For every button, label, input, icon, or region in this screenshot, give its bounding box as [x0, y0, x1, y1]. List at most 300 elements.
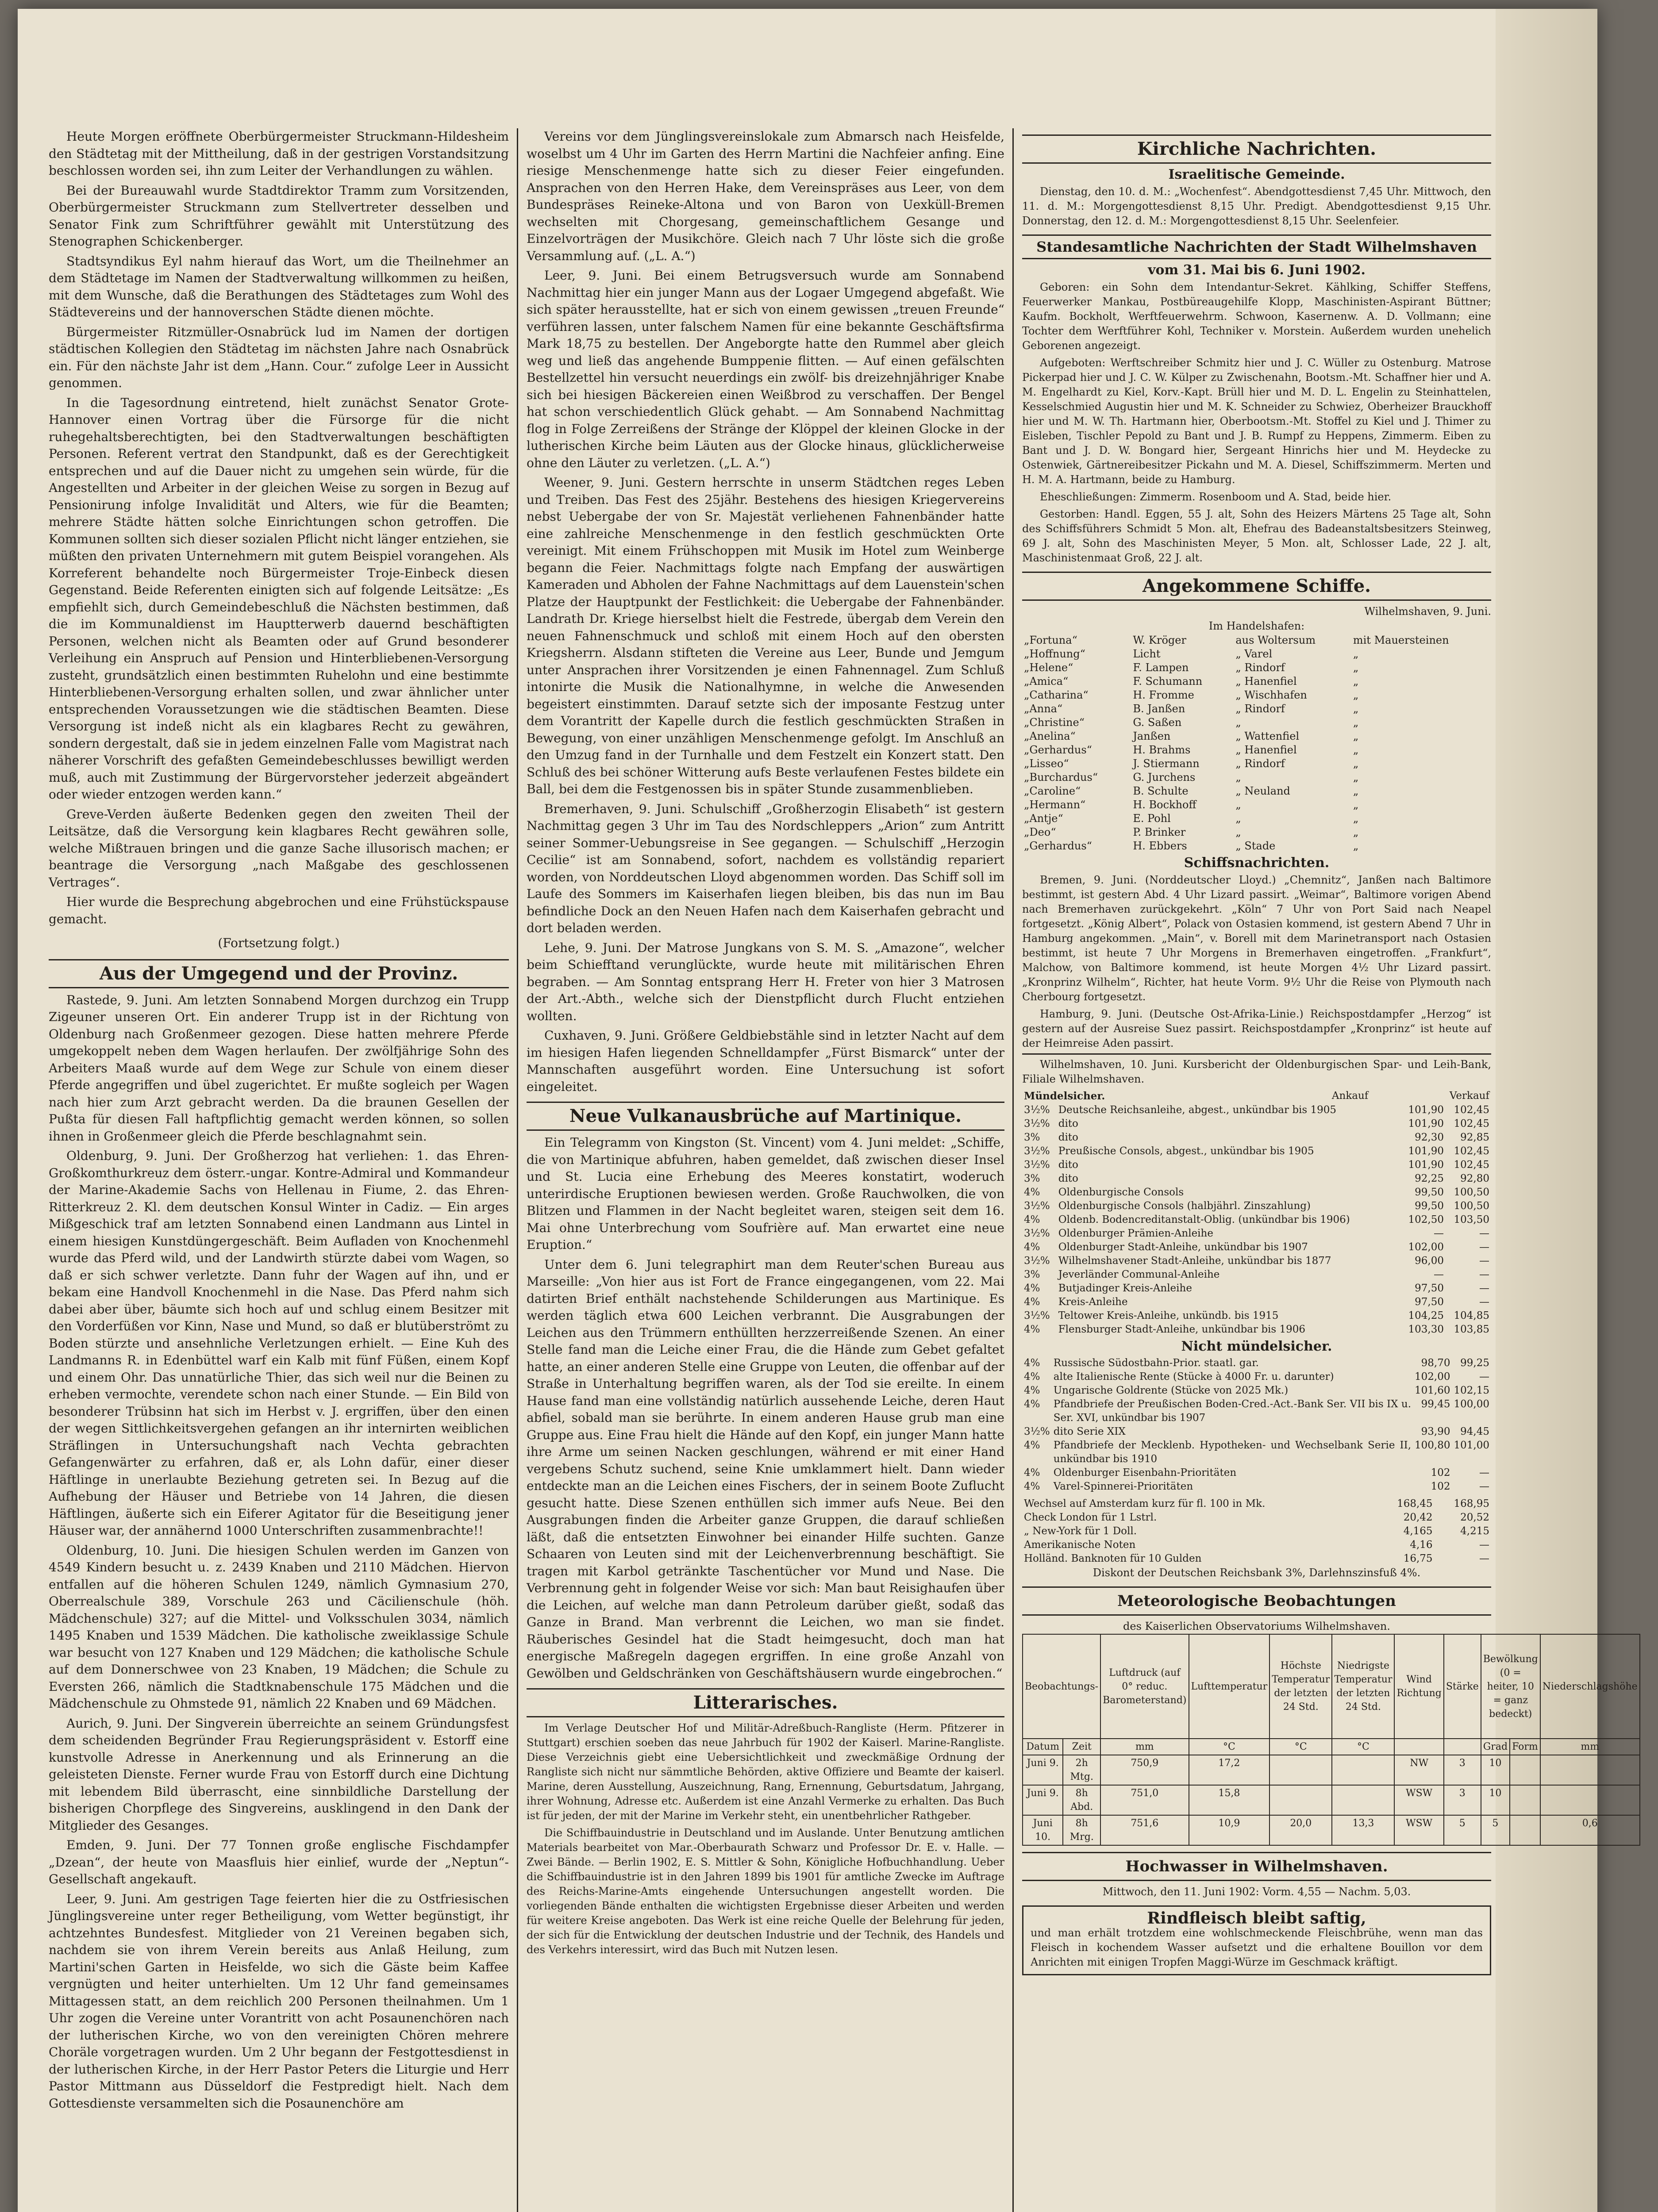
bond-rate: 3½%: [1024, 1118, 1050, 1129]
bond-buy: —: [1434, 1269, 1444, 1280]
page-edge: [1496, 9, 1597, 2212]
ship-name: „Hoffnung“: [1024, 648, 1085, 660]
weather-unit: mm: [1540, 1739, 1640, 1755]
bond-row: [1022, 1309, 1491, 1323]
weather-cell: 751,6: [1100, 1815, 1189, 1845]
bond-buy: 101,90: [1408, 1145, 1444, 1157]
bond-sell: 102,45: [1454, 1145, 1489, 1157]
weather-unit: [1394, 1739, 1443, 1755]
ship-name: „Burchardus“: [1024, 771, 1098, 783]
ship-captain: G. Saßen: [1133, 716, 1182, 729]
bond-row: [1022, 1131, 1491, 1144]
bank-table-2: [1022, 1356, 1491, 1494]
paragraph: Hamburg, 9. Juni. (Deutsche Ost-Afrika-Linie.) Reichspostdampfer „Herzog“ ist gestern auf der Ausreise Suez passirt. Reichspostdampfer „Kronprinz“ ist heute auf der Heimreise Aden passirt.: [1022, 1008, 1491, 1049]
weather-cell: [1269, 1755, 1332, 1785]
subheading: Schiffsnachrichten.: [1184, 855, 1330, 871]
bond-rate: 3½%: [1024, 1104, 1050, 1116]
exchange-name: Wechsel auf Amsterdam kurz für fl. 100 in Mk.: [1024, 1498, 1266, 1509]
bond-buy: 98,70: [1421, 1357, 1450, 1369]
ship-cargo: „: [1353, 757, 1359, 770]
bond-buy: 99,45: [1421, 1398, 1450, 1410]
weather-cell: 10: [1481, 1785, 1510, 1815]
paragraph: Wilhelmshaven, 10. Juni. Kursbericht der Oldenburgischen Spar- und Leih-Bank, Filiale Wilhelmshaven.: [1022, 1053, 1491, 1087]
ship-row: [1022, 688, 1491, 702]
ship-captain: P. Brinker: [1133, 826, 1186, 838]
ship-row: [1022, 634, 1491, 647]
paragraph: Bremerhaven, 9. Juni. Schulschiff „Großherzogin Elisabeth“ ist gestern Nachmittag gegen 3 Uhr im Tau des Nordschleppers „Arion“ zum Antritt seiner Sommer-Uebungsreise in See gegangen. — Schulschiff „Herzogin Cecilie“ ist am Sonnabend, sofort, nachdem es vollständig repariert worden, von Norddeutschen Lloyd abgenommen worden. Das Schiff soll im Laufe des Sommers im Kaiserhafen liegen bleiben, bis das nun im Bau befindliche Dock an den Neuen Hafen nach dem Kaiserhafen gebracht und dort beladen werden.: [527, 801, 1004, 935]
paragraph: Eheschließungen: Zimmerm. Rosenboom und A. Stad, beide hier.: [1040, 491, 1392, 503]
bond-sell: 102,45: [1454, 1159, 1489, 1171]
bond-rate: 4%: [1024, 1357, 1040, 1369]
subheading: vom 31. Mai bis 6. Juni 1902.: [1148, 262, 1366, 278]
bond-row: [1022, 1282, 1491, 1295]
bond-row: [1022, 1158, 1491, 1172]
paragraph: Oldenburg, 9. Juni. Der Großherzog hat verliehen: 1. das Ehren-Großkomthurkreuz dem österr.-ungar. Kontre-Admiral und Kommandeur der Marine-Akademie Sachs von Hellenau in Fiume, 2. das Ehren-Ritterkreuz 2. Kl. dem deutschen Konsul Winter in Cadiz. — Ein arges Mißgeschick traf am letzten Sonnabend einen Landmann aus Lintel in einem hiesigen Kunstdüngergeschäft. Beim Aufladen von Knochenmehl wurde das Pferd wild, und der Landwirth stürzte dabei vom Wagen, so daß er sich schwer verletzte. Dann fuhr der Wagen auf ihn, und er bekam eine Handvoll Knochenmehl in die Nase. Das Pferd nahm sich dabei aber über, bäumte sich hoch auf und schlug einem Besitzer mit den Vorderfüßen vor Kinn, Nase und Mund, so daß er blutüberströmt zu Boden stürzte und ansehnliche Verletzungen erhielt. — Eine Kuh des Landmanns R. in Edenbüttel warf ein Kalb mit fünf Füßen, einem Kopf und einem Ohr. Das unnatürliche Thier, das sich weil nur die Beinen zu erheben vermochte, verendete schon nach einer Stunde. — Ein Bild von besonderer Trübsinn hat sich im Herbst v. J. ergriffen, über den einen der wegen Sittlichkeitsvergehen gefangen an ihr internirten weiblichen Sträflingen in Untersuchungshaft nach Vechta gebrachten Gefangenwärter zu erfahren, daß er, als Lohn dafür, einer dieser Häftlinge in unerlaubte Beziehung getreten sei. In Bezug auf die Aufhebung der Häuser und Betriebe von 14 Jahren, die diesen Häftlingen, äußerte sich ein Eiferer Agitator für die Beseitigung jener Häuser war, der annähernd 1000 Unterschriften zusammenbrachte!!: [49, 1148, 509, 1538]
weather-unit: °C: [1189, 1739, 1270, 1755]
bond-sell: 101,00: [1454, 1440, 1489, 1451]
ship-origin: „ Rindorf: [1235, 661, 1285, 674]
bond-buy: 104,25: [1408, 1310, 1444, 1321]
ship-origin: „ Hanenfiel: [1235, 744, 1297, 756]
weather-cell: [1510, 1785, 1540, 1815]
ship-origin: „: [1235, 799, 1241, 811]
bond-name: Wilhelmshavener Stadt-Anleihe, unkündbar bis 1877: [1058, 1255, 1331, 1267]
ship-cargo: „: [1353, 840, 1359, 852]
exchange-row: [1022, 1538, 1491, 1552]
subheading: des Kaiserlichen Observatoriums Wilhelmshaven.: [1123, 1620, 1390, 1632]
ship-row: [1022, 702, 1491, 716]
bond-sell: 92,85: [1460, 1132, 1489, 1143]
bond-name: Varel-Spinnerei-Prioritäten: [1053, 1481, 1193, 1492]
weather-column-header: Lufttemperatur: [1189, 1634, 1270, 1739]
bond-sell: 92,80: [1460, 1173, 1489, 1184]
section-heading: Neue Vulkanausbrüche auf Martinique.: [527, 1102, 1004, 1131]
weather-cell: 8h Abd.: [1063, 1785, 1100, 1815]
bond-name: Pfandbriefe der Mecklenb. Hypotheken- und Wechselbank Serie II, unkündbar bis 1910: [1053, 1440, 1412, 1465]
bond-rate: 3%: [1024, 1269, 1040, 1280]
bond-sell: 100,50: [1454, 1200, 1489, 1212]
bond-name: Oldenburger Stadt-Anleihe, unkündbar bis 1907: [1058, 1241, 1308, 1253]
section-heading: Hochwasser in Wilhelmshaven.: [1022, 1852, 1491, 1881]
ship-captain: F. Lampen: [1133, 661, 1189, 674]
exchange-row: [1022, 1525, 1491, 1538]
bond-name: Kreis-Anleihe: [1058, 1296, 1128, 1308]
bond-rate: 3½%: [1024, 1200, 1050, 1212]
ship-origin: „ Rindorf: [1235, 757, 1285, 770]
bond-row: [1022, 1295, 1491, 1309]
ship-name: „Catharina“: [1024, 689, 1089, 701]
weather-cell: 5: [1444, 1815, 1481, 1845]
exchange-buy: 4,16: [1410, 1539, 1433, 1551]
bond-sell: 100,00: [1454, 1398, 1489, 1410]
weather-cell: 751,0: [1100, 1785, 1189, 1815]
ship-name: „Deo“: [1024, 826, 1056, 838]
ship-name: „Helene“: [1024, 661, 1073, 674]
bond-sell: 102,45: [1454, 1104, 1489, 1116]
weather-cell: Juni 9.: [1023, 1785, 1063, 1815]
ship-name: „Antje“: [1024, 812, 1063, 825]
weather-cell: 10: [1481, 1755, 1510, 1785]
bond-name: Oldenburger Prämien-Anleihe: [1058, 1228, 1213, 1239]
dateline: Wilhelmshaven, 9. Juni.: [1364, 605, 1491, 618]
ship-captain: H. Ebbers: [1133, 840, 1187, 852]
ship-cargo: „: [1353, 826, 1359, 838]
ship-row: [1022, 730, 1491, 743]
bond-buy: 101,90: [1408, 1104, 1444, 1116]
ship-row: [1022, 757, 1491, 771]
bond-sell: —: [1479, 1228, 1489, 1239]
bond-row: [1022, 1254, 1491, 1268]
bond-rate: 3%: [1024, 1132, 1040, 1143]
continuation-note: (Fortsetzung folgt.): [218, 936, 340, 950]
bond-rate: 4%: [1024, 1296, 1040, 1308]
ship-captain: J. Stiermann: [1133, 757, 1200, 770]
bond-buy: 101,90: [1408, 1118, 1444, 1129]
paragraph: Aurich, 9. Juni. Der Singverein überreichte an seinem Gründungsfest dem scheidenden Begründer Frau Regierungspräsident v. Estorff eine kunstvolle Adresse in Anerkennung und als Erinnerung an die geleisteten Dienste. Ferner wurde Frau von Estorff durch eine Dichtung mit lebendem Bild überrascht, eine sinnbildliche Darstellung der bisherigen Chorpflege des Singvereins, ausklingend in den Dank der Mitglieder des Gesanges.: [49, 1716, 509, 1833]
ship-cargo: „: [1353, 785, 1359, 797]
weather-unit: [1444, 1739, 1481, 1755]
bond-row: [1022, 1186, 1491, 1199]
weather-unit: Datum: [1023, 1739, 1063, 1755]
exchange-sell: —: [1479, 1539, 1489, 1551]
weather-column-header: Niedrigste Temperatur der letzten 24 Std.: [1332, 1634, 1394, 1739]
exchange-sell: 4,215: [1460, 1525, 1489, 1537]
bond-rate: 3½%: [1024, 1159, 1050, 1171]
section-heading: Standesamtliche Nachrichten der Stadt Wilhelmshaven: [1022, 234, 1491, 259]
paragraph: Im Verlage Deutscher Hof und Militär-Adreßbuch-Rangliste (Herm. Pfitzerer in Stuttgart) erschien soeben das neue Jahrbuch für 1902 der Kaiserl. Marine-Rangliste. Diese Verzeichnis giebt eine Uebersichtlichkeit und zweckmäßige Ordnung der Rangliste sich nicht nur sämmtliche Behörden, aktive Offiziere und Beamte der kaiserl. Marine, deren Ausstellung, Auszeichnung, Rang, Ernennung, Geburtsdatum, Jahrgang, ihrer Wohnung, Adresse etc. Außerdem ist eine Anzahl Vermerke zu erhalten. Das Buch ist für jeden, der mit der Marine im Verkehr steht, ein unentbehrlicher Rathgeber.: [527, 1722, 1004, 1822]
weather-cell: 750,9: [1100, 1755, 1189, 1785]
ship-captain: Janßen: [1133, 730, 1171, 742]
column-2: [527, 128, 1004, 2212]
bond-row: [1022, 1356, 1491, 1370]
weather-row: [1023, 1815, 1640, 1845]
bond-row: [1022, 1480, 1491, 1494]
bond-buy: 101,90: [1408, 1159, 1444, 1171]
ship-name: „Gerhardus“: [1024, 840, 1092, 852]
column-3: [1022, 128, 1638, 2212]
bond-rate: 4%: [1024, 1481, 1040, 1492]
paragraph: Die Schiffbauindustrie in Deutschland und im Auslande. Unter Benutzung amtlichen Materials bearbeitet von Mar.-Oberbaurath Schwarz und Professor Dr. E. v. Halle. — Zwei Bände. — Berlin 1902, E. S. Mittler & Sohn, Königliche Hofbuchhandlung. Ueber die Schiffbauindustrie ist in den Jahren 1899 bis 1901 für amtliche Zwecke im Auftrage des Reichs-Marine-Amts eingehende Untersuchungen angestellt worden. Die vorliegenden Bände enthalten die wichtigsten Ergebnisse dieser Arbeiten und werden für weitere Kreise angeboten. Das Werk ist eine reiche Quelle der Belehrung für jeden, der sich für die Entwicklung der deutschen Industrie und der Technik, des Handels und des Verkehrs interessirt, wird das Buch mit Nutzen lesen.: [527, 1827, 1004, 1956]
bond-sell: 103,85: [1454, 1324, 1489, 1335]
weather-unit: Grad: [1481, 1739, 1510, 1755]
exchange-name: Check London für 1 Lstrl.: [1024, 1512, 1157, 1523]
column-header: Ankauf: [1331, 1090, 1369, 1102]
bond-rate: 4%: [1024, 1385, 1040, 1396]
paragraph: Aufgeboten: Werftschreiber Schmitz hier und J. C. Wüller zu Ostenburg. Matrose Pickerpad hier und J. C. W. Külper zu Zwischenahn, Bootsm.-Mt. Schaffner hier und A. M. Engelhardt zu Kiel, Korv.-Kapt. Brüll hier und M. D. L. Engelin zu Steinhattelen, Kesselschmied Augustin hier und M. K. Schneider zu Schwiez, Oberheizer Brauckhoff hier und M. W. Th. Hartmann hier, Oberbootsm.-Mt. Stoffel zu Kiel und J. Thimer zu Eisleben, Tischler Pepold zu Bant und J. B. Rumpf zu Heppens, Zimmerm. Eiben zu Bant und J. D. W. Bongard hier, Sergeant Hinrichs hier und M. Heydecke zu Ostenwiek, Gärtnereibesitzer Pickahn und M. A. Diesel, Schiffszimmerm. Merten und H. M. A. Hartmann, beide zu Hamburg.: [1022, 357, 1491, 486]
ship-cargo: „: [1353, 716, 1359, 729]
weather-cell: 0,6: [1540, 1815, 1640, 1845]
ship-row: [1022, 771, 1491, 784]
exchange-buy: 4,165: [1403, 1525, 1433, 1537]
weather-column-header: Bewölkung (0 = heiter, 10 = ganz bedeckt): [1481, 1634, 1540, 1739]
bond-buy: 102,50: [1408, 1214, 1444, 1225]
weather-cell: 8h Mrg.: [1063, 1815, 1100, 1845]
bond-buy: 92,25: [1415, 1173, 1444, 1184]
ship-cargo: „: [1353, 771, 1359, 783]
bond-name: dito: [1058, 1159, 1078, 1171]
paragraph: Leer, 9. Juni. Bei einem Betrugsversuch wurde am Sonnabend Nachmittag hier ein junger Mann aus der Logaer Umgegend abgefaßt. Wie sich später herausstellte, hat er sich von einem gewissen „treuen Freunde“ verführen lassen, unter falschem Namen für eine bekannte Geschäftsfirma Mark 18,75 zu bestellen. Der Angeborgte hatte den Rummel aber gleich weg und ließ das angehende Bumppenie flitten. — Auf einen gefälschten Bestellzettel hin versucht neuerdings ein zwölf- bis dreizehnjähriger Knabe sich bei hiesigen Bäckereien einen Weißbrod zu verschaffen. Der Bengel hat schon verschiedentlich Glück gehabt. — Am Sonnabend Nachmittag flog in Folge Zerreißens der Stränge der Klöppel der kleinen Glocke in der lutherischen Kirche beim Läuten aus der Glocke hinaus, glücklicherweise ohne den Läuter zu verletzen. („L. A.“): [527, 268, 1004, 470]
bond-name: Preußische Consols, abgest., unkündbar bis 1905: [1058, 1145, 1314, 1157]
bond-name: Pfandbriefe der Preußischen Boden-Cred.-Act.-Bank Ser. VII bis IX u. Ser. XVI, unkündbar bis 1907: [1053, 1398, 1412, 1424]
bond-name: dito Serie XIX: [1053, 1426, 1126, 1437]
bond-row: [1022, 1425, 1491, 1439]
weather-column-header: Stärke: [1444, 1634, 1481, 1739]
ship-origin: „ Neuland: [1235, 785, 1290, 797]
discount-note: Diskont der Deutschen Reichsbank 3%, Darlehnszinsfuß 4%.: [1093, 1567, 1421, 1579]
ship-name: „Hermann“: [1024, 799, 1086, 811]
weather-unit: mm: [1100, 1739, 1189, 1755]
tide-times: Mittwoch, den 11. Juni 1902: Vorm. 4,55 — Nachm. 5,03.: [1102, 1886, 1411, 1898]
exchange-sell: 20,52: [1460, 1512, 1489, 1523]
paragraph: Rastede, 9. Juni. Am letzten Sonnabend Morgen durchzog ein Trupp Zigeuner unseren Ort. Ein anderer Trupp ist in der Richtung von Oldenburg nach Großenmeer gezogen. Diese hatten mehrere Pferde umgekoppelt neben dem Wagen herlaufen. Der zwölfjährige Sohn des Arbeiters Maaß wurde auf dem Wege zur Schule von einem dieser Pferde angegriffen und übel zugerichtet. Er mußte sogleich per Wagen nach hier zum Arzt gebracht werden. Da die braunen Gesellen der Pußta für diesen Fall haftpflichtig gemacht werden können, so sollen ihnen in Großenmeer gleich die Pferde beschlagnahmt sein.: [49, 992, 509, 1144]
ship-captain: H. Bockhoff: [1133, 799, 1196, 811]
ship-row: [1022, 743, 1491, 757]
bond-row: [1022, 1370, 1491, 1384]
bond-buy: 93,90: [1421, 1426, 1450, 1437]
weather-cell: [1510, 1815, 1540, 1845]
ship-captain: H. Brahms: [1133, 744, 1191, 756]
paragraph: Hier wurde die Besprechung abgebrochen und eine Frühstückspause gemacht.: [49, 895, 509, 926]
weather-cell: 3: [1444, 1755, 1481, 1785]
ship-name: „Anna“: [1024, 703, 1063, 715]
bond-rate: 3½%: [1024, 1145, 1050, 1157]
ship-row: [1022, 826, 1491, 839]
bond-row: [1022, 1213, 1491, 1227]
bond-rate: 3½%: [1024, 1255, 1050, 1267]
ships-table: [1022, 634, 1491, 853]
bond-sell: —: [1479, 1283, 1489, 1294]
weather-cell: [1540, 1785, 1640, 1815]
weather-cell: 17,2: [1189, 1755, 1270, 1785]
bond-row: [1022, 1172, 1491, 1186]
exchange-row: [1022, 1511, 1491, 1525]
paragraph: Ein Telegramm von Kingston (St. Vincent) vom 4. Juni meldet: „Schiffe, die von Martinique abfuhren, haben gemeldet, daß zwischen dieser Insel und St. Lucia eine Erhebung des Meeres konstatirt, woderuch unterirdische Eruptionen bewiesen werden. Große Rauchwolken, die von Blitzen und Flammen in der Nacht begleitet waren, steigen seit dem 16. Mai ohne Unterbrechung vom Soufrière auf. Man erwartet eine neue Eruption.“: [527, 1135, 1004, 1252]
bond-row: [1022, 1227, 1491, 1240]
subheading: Im Handelshafen:: [1208, 620, 1305, 632]
paragraph: Vereins vor dem Jünglingsvereinslokale zum Abmarsch nach Heisfelde, woselbst um 4 Uhr im Garten des Herrn Martini die Nachfeier anfing. Eine riesige Menschenmenge hatte sich zu dieser Feier eingefunden. Ansprachen von den Herren Hake, dem Vereinspräses aus Leer, von dem Bundespräses Reineke-Altona und von Baron von Uexküll-Bremen wechselten mit Chorgesang, gemeinschaftlichem Gesange und Einzelvorträgen der Musikchöre. Gleich nach 7 Uhr löste sich die große Versammlung auf. („L. A.“): [527, 129, 1004, 263]
weather-cell: 10,9: [1189, 1815, 1270, 1845]
paragraph: Lehe, 9. Juni. Der Matrose Jungkans von S. M. S. „Amazone“, welcher beim Schiefftand verunglückte, wurde heute mit militärischen Ehren begraben. — Am Sonntag entsprang Herr H. Freter von hier 3 Matrosen der Art.-Abth., welche sich der Dienstpflicht durch Flucht entziehen wollten.: [527, 940, 1004, 1023]
weather-cell: WSW: [1394, 1785, 1443, 1815]
ship-cargo: „: [1353, 730, 1359, 742]
weather-unit: Form: [1510, 1739, 1540, 1755]
ship-row: [1022, 661, 1491, 675]
bond-buy: 96,00: [1415, 1255, 1444, 1267]
bond-rate: 3½%: [1024, 1426, 1050, 1437]
ship-captain: F. Schumann: [1133, 675, 1203, 687]
bond-buy: 100,80: [1415, 1440, 1450, 1451]
weather-cell: WSW: [1394, 1815, 1443, 1845]
bond-sell: 102,15: [1454, 1385, 1489, 1396]
bond-sell: 104,85: [1454, 1310, 1489, 1321]
bond-row: [1022, 1144, 1491, 1158]
paragraph: Greve-Verden äußerte Bedenken gegen den zweiten Theil der Leitsätze, daß die Versorgung kein klagbares Recht gewähren solle, welche Mißtrauen bringen und die ganze Sache illusorisch machen; er beantrage die Versorgung „nach Maßgabe des geschlossenen Vertrages“.: [49, 806, 509, 890]
ship-captain: E. Pohl: [1133, 812, 1171, 825]
bond-row: [1022, 1199, 1491, 1213]
column-header: Verkauf: [1449, 1090, 1489, 1102]
bond-sell: 100,50: [1454, 1187, 1489, 1198]
bond-sell: —: [1479, 1255, 1489, 1267]
bond-buy: 99,50: [1415, 1187, 1444, 1198]
section-heading: Kirchliche Nachrichten.: [1022, 134, 1491, 164]
bond-name: Teltower Kreis-Anleihe, unkündb. bis 1915: [1058, 1310, 1279, 1321]
bond-sell: 99,25: [1460, 1357, 1489, 1369]
bond-buy: 97,50: [1415, 1283, 1444, 1294]
bond-buy: 99,50: [1415, 1200, 1444, 1212]
paragraph: Bremen, 9. Juni. (Norddeutscher Lloyd.) „Chemnitz“, Janßen nach Baltimore bestimmt, ist gestern Abd. 4 Uhr Lizard passirt. „Weimar“, Baltimore vorigen Abend nach Bremerhaven zurückgekehrt. „Köln“ 7 Uhr von Port Said nach Neapel fortgesetzt. „König Albert“, Polack von Ostasien kommend, ist gestern Abend 7 Uhr in Hamburg angekommen. „Main“, v. Borell mit dem Marinetransport nach Ostasien bestimmt, ist heute 7 Uhr Morgens in Bremerhaven eingetroffen. „Frankfurt“, Malchow, von Baltimore kommend, ist heute Morgen 4½ Uhr Lizard passirt. „Kronprinz Wilhelm“, Richter, hat heute Vorm. 9½ Uhr die Reise von Plymouth nach Cherbourg fortgesetzt.: [1022, 874, 1491, 1003]
exchange-name: Holländ. Banknoten für 10 Gulden: [1024, 1553, 1202, 1564]
bond-buy: 102,00: [1408, 1241, 1444, 1253]
bond-rate: 4%: [1024, 1241, 1040, 1253]
bond-rate: 4%: [1024, 1371, 1040, 1382]
weather-column-header: Höchste Temperatur der letzten 24 Std.: [1269, 1634, 1332, 1739]
bond-name: Flensburger Stadt-Anleihe, unkündbar bis 1906: [1058, 1324, 1306, 1335]
ship-captain: Licht: [1133, 648, 1161, 660]
paragraph: Bürgermeister Ritzmüller-Osnabrück lud im Namen der dortigen städtischen Kollegien den Städtetag im nächsten Jahre nach Osnabrück ein. Für den nächste Jahr ist dem „Hann. Cour.“ zufolge Leer in Aussicht genommen.: [49, 324, 509, 390]
weather-cell: [1332, 1755, 1394, 1785]
exchange-row: [1022, 1552, 1491, 1566]
paragraph: Cuxhaven, 9. Juni. Größere Geldbiebstähle sind in letzter Nacht auf dem im hiesigen Hafen liegenden Schnelldampfer „Fürst Bismarck“ unter der Mannschaften ausgeführt worden. Eine Untersuchung ist sofort eingeleitet.: [527, 1028, 1004, 1094]
ship-origin: „: [1235, 812, 1241, 825]
weather-column-header: Niederschlagshöhe: [1540, 1634, 1640, 1739]
bond-buy: 97,50: [1415, 1296, 1444, 1308]
paragraph: Gestorben: Handl. Eggen, 55 J. alt, Sohn des Heizers Märtens 25 Tage alt, Sohn des Schiffsführers Schmidt 5 Mon. alt, Ehefrau des Badeanstaltsbesitzers Steinweg, 69 J. alt, Sohn des Maschinisten Meyer, 5 Mon. alt, Schlosser Lade, 22 J. alt, Maschinistenmaat Groß, 22 J. alt.: [1022, 508, 1491, 564]
ship-cargo: „: [1353, 661, 1359, 674]
ship-cargo: „: [1353, 703, 1359, 715]
bank-header: [1022, 1089, 1491, 1103]
bond-rate: 4%: [1024, 1187, 1040, 1198]
ship-cargo: „: [1353, 675, 1359, 687]
ship-name: „Lisseo“: [1024, 757, 1069, 770]
ship-origin: aus Woltersum: [1235, 634, 1316, 646]
bond-buy: 102: [1431, 1467, 1450, 1479]
weather-column-header: Luftdruck (auf 0° reduc. Barometerstand): [1100, 1634, 1189, 1739]
bond-name: Oldenburger Eisenbahn-Prioritäten: [1053, 1467, 1237, 1479]
ship-captain: W. Kröger: [1133, 634, 1186, 646]
bond-sell: —: [1479, 1371, 1489, 1382]
paragraph: Weener, 9. Juni. Gestern herrschte in unserm Städtchen reges Leben und Treiben. Das Fest des 25jähr. Bestehens des hiesigen Kriegervereins nebst Uebergabe der von Sr. Majestät verliehenen Fahnenbänder hatte eine zahlreiche Menschenmenge in den festlich geschmückten Orte vereinigt. Mit einem Frühschoppen mit Musik im Hotel zum Weinberge begann die Feier. Nachmittags folgte nach Empfang der auswärtigen Kameraden und Abholen der Fahne Nachmittags auf dem Lauenstein'schen Platze der Hauptpunkt der Festlichkeit: die Uebergabe der Fahnenbänder. Landrath Dr. Kriege hierselbst hielt die Festrede, übergab dem Verein den neuen Fahnenschmuck und schloß mit einem Hoch auf den obersten Kriegsherrn. Alsdann stifteten die Vereine aus Leer, Bunde und Jemgum unter Ansprachen ihrer Vorsitzenden je einen Fahnennagel. Zum Schluß intonirte die Musik die Nationalhymne, in welche die Anwesenden begeistert einstimmten. Darauf setzte sich der imposante Festzug unter dem Vorantritt der Kapelle durch die festlich geschmückten Straßen in Bewegung, von einer unzähligen Menschenmenge gefolgt. Im Anschluß an den Umzug fand in der Turnhalle und dem Festzelt ein Konzert statt. Den Schluß des bei schöner Witterung aufs Beste verlaufenen Festes bildete ein Ball, bei dem die Festgenossen bis in später Stunde zusammenblieben.: [527, 475, 1004, 796]
ship-cargo: „: [1353, 648, 1359, 660]
exchange-buy: 16,75: [1403, 1553, 1433, 1564]
exchange-buy: 168,45: [1397, 1498, 1433, 1509]
bond-rate: 4%: [1024, 1283, 1040, 1294]
weather-column-header: Beobachtungs-: [1023, 1634, 1100, 1739]
section-heading: Angekommene Schiffe.: [1022, 572, 1491, 601]
paragraph: Unter dem 6. Juni telegraphirt man dem Reuter'schen Bureau aus Marseille: „Von hier aus ist Fort de France eingegangenen, vom 22. Mai datirten Brief enthält nachstehende Schilderungen aus Martinique. Es werden täglich etwa 600 Leichen verbrannt. Die Ausgrabungen der Leichen aus den Trümmern enthüllten herzzerreißende Szenen. An einer Stelle fand man die Leiche einer Frau, die die Hände zum Gebet gefaltet hatte, an einer anderen Stelle eine Gruppe von Leuten, die offenbar auf der Straße in Unterhaltung begriffen waren, als der Tod sie ereilte. In einem Hause fand man eine vollständig natürlich aussehende Leiche, deren Haut abfiel, sobald man sie berührte. In einem anderen Hause grub man eine Gruppe aus. Eine Frau hielt die Hände auf den Kopf, ein junger Mann hatte ihre Arme um seinen Nacken geschlungen, während er mit einer Hand vergebens Schutz suchend, seine Knie umklammert hielt. Dann wieder entdeckte man an die Leichen eines Fischers, der in seinem Boote Zuflucht gesucht hatte. Diese Szenen enthüllen sich immer aufs Neue. Bei den Ausgrabungen finden die Arbeiter ganze Gruppen, die darauf schließen läßt, daß die entsetzten Einwohner bei einander Hilfe suchten. Ganze Schaaren von Leuten sind mit der Leichenverbrennung beschäftigt. Sie tragen mit Karbol getränkte Taschentücher vor Mund und Nase. Die Verbrennung geht in folgender Weise vor sich: Man baut Reisighaufen über die Leichen, auf welche man dann Petroleum darüber gießt, sodaß das Ganze in Brand. Man verbrennt die Leichen, wo man sie findet. Räuberisches Gesindel hat die Stadt heimgesucht, doch man hat energische Maßregeln dagegen ergriffen. In eine große Anzahl von Gewölben und Geldschränken von Geschäftshäusern wurde eingebrochen.“: [527, 1257, 1004, 1681]
bond-sell: 94,45: [1460, 1426, 1489, 1437]
weather-cell: [1510, 1755, 1540, 1785]
bond-name: dito: [1058, 1132, 1078, 1143]
weather-column-header: Wind Richtung: [1394, 1634, 1443, 1739]
ship-captain: B. Schulte: [1133, 785, 1189, 797]
subheading: Nicht mündelsicher.: [1181, 1339, 1332, 1354]
ship-origin: „ Wattenfiel: [1235, 730, 1300, 742]
weather-header: [1023, 1634, 1640, 1739]
ship-name: „Gerhardus“: [1024, 744, 1092, 756]
weather-cell: 13,3: [1332, 1815, 1394, 1845]
bond-sell: —: [1479, 1296, 1489, 1308]
section-heading: Meteorologische Beobachtungen: [1022, 1586, 1491, 1616]
bond-sell: 102,45: [1454, 1118, 1489, 1129]
ship-origin: „: [1235, 771, 1241, 783]
weather-cell: [1332, 1785, 1394, 1815]
weather-unit: °C: [1332, 1739, 1394, 1755]
exchange-name: Amerikanische Noten: [1024, 1539, 1136, 1551]
bond-sell: —: [1479, 1467, 1489, 1479]
exchange-table: [1022, 1497, 1491, 1566]
bond-buy: 102,00: [1415, 1371, 1450, 1382]
bond-rate: 4%: [1024, 1324, 1040, 1335]
bond-rate: 4%: [1024, 1467, 1040, 1479]
ship-name: „Anelina“: [1024, 730, 1076, 742]
bond-row: [1022, 1240, 1491, 1254]
exchange-name: „ New-York für 1 Doll.: [1024, 1525, 1137, 1537]
ship-origin: „ Stade: [1235, 840, 1276, 852]
ship-row: [1022, 647, 1491, 661]
weather-cell: [1540, 1755, 1640, 1785]
ship-cargo: „: [1353, 744, 1359, 756]
ship-name: „Caroline“: [1024, 785, 1081, 797]
bond-buy: 103,30: [1408, 1324, 1444, 1335]
section-heading: Aus der Umgegend und der Provinz.: [49, 959, 509, 988]
paragraph: Geboren: ein Sohn dem Intendantur-Sekret. Kählking, Schiffer Steffens, Feuerwerker Mankau, Postbüreaugehilfe Klopp, Maschinisten-Aspirant Büttner; Kaufm. Bockholt, Werftfeuerwehrm. Schwoon, Kasernenw. A. D. Vollmann; eine Tochter dem Werftführer Kohl, Techniker v. Morstein. Außerdem wurden unehelich Geborenen angezeigt.: [1022, 281, 1491, 352]
subheading: Israelitische Gemeinde.: [1168, 167, 1345, 182]
ship-cargo: mit Mauersteinen: [1353, 634, 1449, 646]
bond-buy: —: [1434, 1228, 1444, 1239]
bond-name: Oldenb. Bodencreditanstalt-Oblig. (unkündbar bis 1906): [1058, 1214, 1350, 1225]
advertisement: [1022, 1905, 1491, 1975]
bond-row: [1022, 1323, 1491, 1336]
paragraph: Stadtsyndikus Eyl nahm hierauf das Wort, um die Theilnehmer an dem Städtetage im Namen der Stadtverwaltung willkommen zu heißen, mit dem Wunsche, daß die Berathungen des Städtetages zum Wohl des Städtevereins und der hannoverschen Städte dienen möchte.: [49, 253, 509, 319]
bond-row: [1022, 1384, 1491, 1398]
bond-name: dito: [1058, 1173, 1078, 1184]
paragraph: Bei der Bureauwahl wurde Stadtdirektor Tramm zum Vorsitzenden, Oberbürgermeister Struckmann zum Stellvertreter desselben und Senator Fink zum Schriftführer gewählt mit Unterstützung des Stenographen Schickenberger.: [49, 183, 509, 249]
weather-row: [1023, 1755, 1640, 1785]
bond-name: Ungarische Goldrente (Stücke von 2025 Mk.): [1053, 1385, 1289, 1396]
bond-row: [1022, 1439, 1491, 1466]
ship-origin: „: [1235, 716, 1241, 729]
paragraph: Oldenburg, 10. Juni. Die hiesigen Schulen werden im Ganzen von 4549 Kindern besucht u. z. 2439 Knaben und 2110 Mädchen. Hiervon entfallen auf die höheren Schulen 1249, nämlich Gymnasium 270, Oberrealschule 389, Vorschule 263 und Cäcilienschule (höh. Mädchenschule) 327; auf die Mittel- und Volksschulen 3034, nämlich 1495 Knaben und 1539 Mädchen. Die katholische zweiklassige Schule war besucht von 127 Knaben und 129 Mädchen; die katholische Schule auf dem Donnerschwee von 23 Knaben, 19 Mädchen; die Schule zu Eversten 266, nämlich die Stadtknabenschule 175 Mädchen und die Mädchenschule zu Ohmstede 91, nämlich 22 Knaben und 69 Mädchen.: [49, 1543, 509, 1711]
ship-origin: „ Hanenfiel: [1235, 675, 1297, 687]
weather-units: [1023, 1739, 1640, 1755]
ship-captain: G. Jurchens: [1133, 771, 1196, 783]
bond-row: [1022, 1103, 1491, 1117]
ship-row: [1022, 784, 1491, 798]
section-heading: Litterarisches.: [527, 1688, 1004, 1717]
ship-origin: „ Wischhafen: [1235, 689, 1307, 701]
bond-sell: —: [1479, 1481, 1489, 1492]
bond-name: Butjadinger Kreis-Anleihe: [1058, 1283, 1192, 1294]
weather-unit: °C: [1269, 1739, 1332, 1755]
bond-rate: 3%: [1024, 1173, 1040, 1184]
exchange-buy: 20,42: [1403, 1512, 1433, 1523]
bond-buy: 92,30: [1415, 1132, 1444, 1143]
newspaper-page: [18, 9, 1638, 2212]
bank-table: [1022, 1103, 1491, 1336]
bond-sell: 103,50: [1454, 1214, 1489, 1225]
subheading: Mündelsicher.: [1024, 1090, 1105, 1102]
bond-rate: 4%: [1024, 1398, 1040, 1410]
ship-row: [1022, 812, 1491, 826]
bond-name: Deutsche Reichsanleihe, abgest., unkündbar bis 1905: [1058, 1104, 1337, 1116]
paragraph: Dienstag, den 10. d. M.: „Wochenfest“. Abendgottesdienst 7,45 Uhr. Mittwoch, den 11. d. M.: Morgengottesdienst 8,15 Uhr. Predigt. Abendgottesdienst 9,15 Uhr. Donnerstag, den 12. d. M.: Morgengottesdienst 8,15 Uhr. Seelenfeier.: [1022, 185, 1491, 227]
exchange-sell: —: [1479, 1553, 1489, 1564]
paragraph: In die Tagesordnung eintretend, hielt zunächst Senator Grote-Hannover einen Vortrag über die Fürsorge für die nicht ruhegehaltsberechtigten, bei den Stadtverwaltungen beschäftigten Personen. Referent vertrat den Standpunkt, daß es der Gerechtigkeit entsprechen und auf die Dauer nicht zu umgehen sein würde, für die Angestellten und Arbeiter in der gleichen Weise zu sorgen in Bezug auf Pensionirung infolge Invalidität und Alters, wie für die Beamten; mehrere Städte hätten solche Einrichtungen schon getroffen. Die Kommunen sollten sich dieser sozialen Pflicht nicht länger entziehen, sie müßten den privaten Unternehmern mit gutem Beispiel vorangehen. Als Korreferent behandelte noch Bürgermeister Troje-Einbeck diesen Gegenstand. Beide Referenten einigten sich auf folgende Leitsätze: „Es empfiehlt sich, durch Gemeindebeschluß die Nächsten bestimmen, daß die im Kommunaldienst im Hauptterwerb dauernd beschäftigten Personen, welchen nicht als Beamten oder auf Grund besonderer Verleihung ein Anspruch auf Pension und Hinterbliebenen-Versorgung zusteht, grundsätzlich einen bestimmten Ruhelohn und eine bestimmte Hinterbliebenen-Versorgung erhalten sollen, und zwar ähnlicher unter entsprechenden Voraussetzungen wie die städtischen Beamten. Diese Versorgung ist indeß nicht als ein klagbares Recht zu gewähren, sondern dergestalt, daß sie in jedem einzelnen Falle vom Magistrat nach näherer Vorschrift des gefaßten Gemeindebeschlusses bewilligt werden muß, auch mit Zustimmung der Bürgervorsteher jederzeit abgeändert oder wieder entzogen werden kann.“: [49, 395, 509, 802]
bond-rate: 3½%: [1024, 1310, 1050, 1321]
bond-row: [1022, 1466, 1491, 1480]
exchange-row: [1022, 1497, 1491, 1511]
ship-origin: „ Rindorf: [1235, 703, 1285, 715]
